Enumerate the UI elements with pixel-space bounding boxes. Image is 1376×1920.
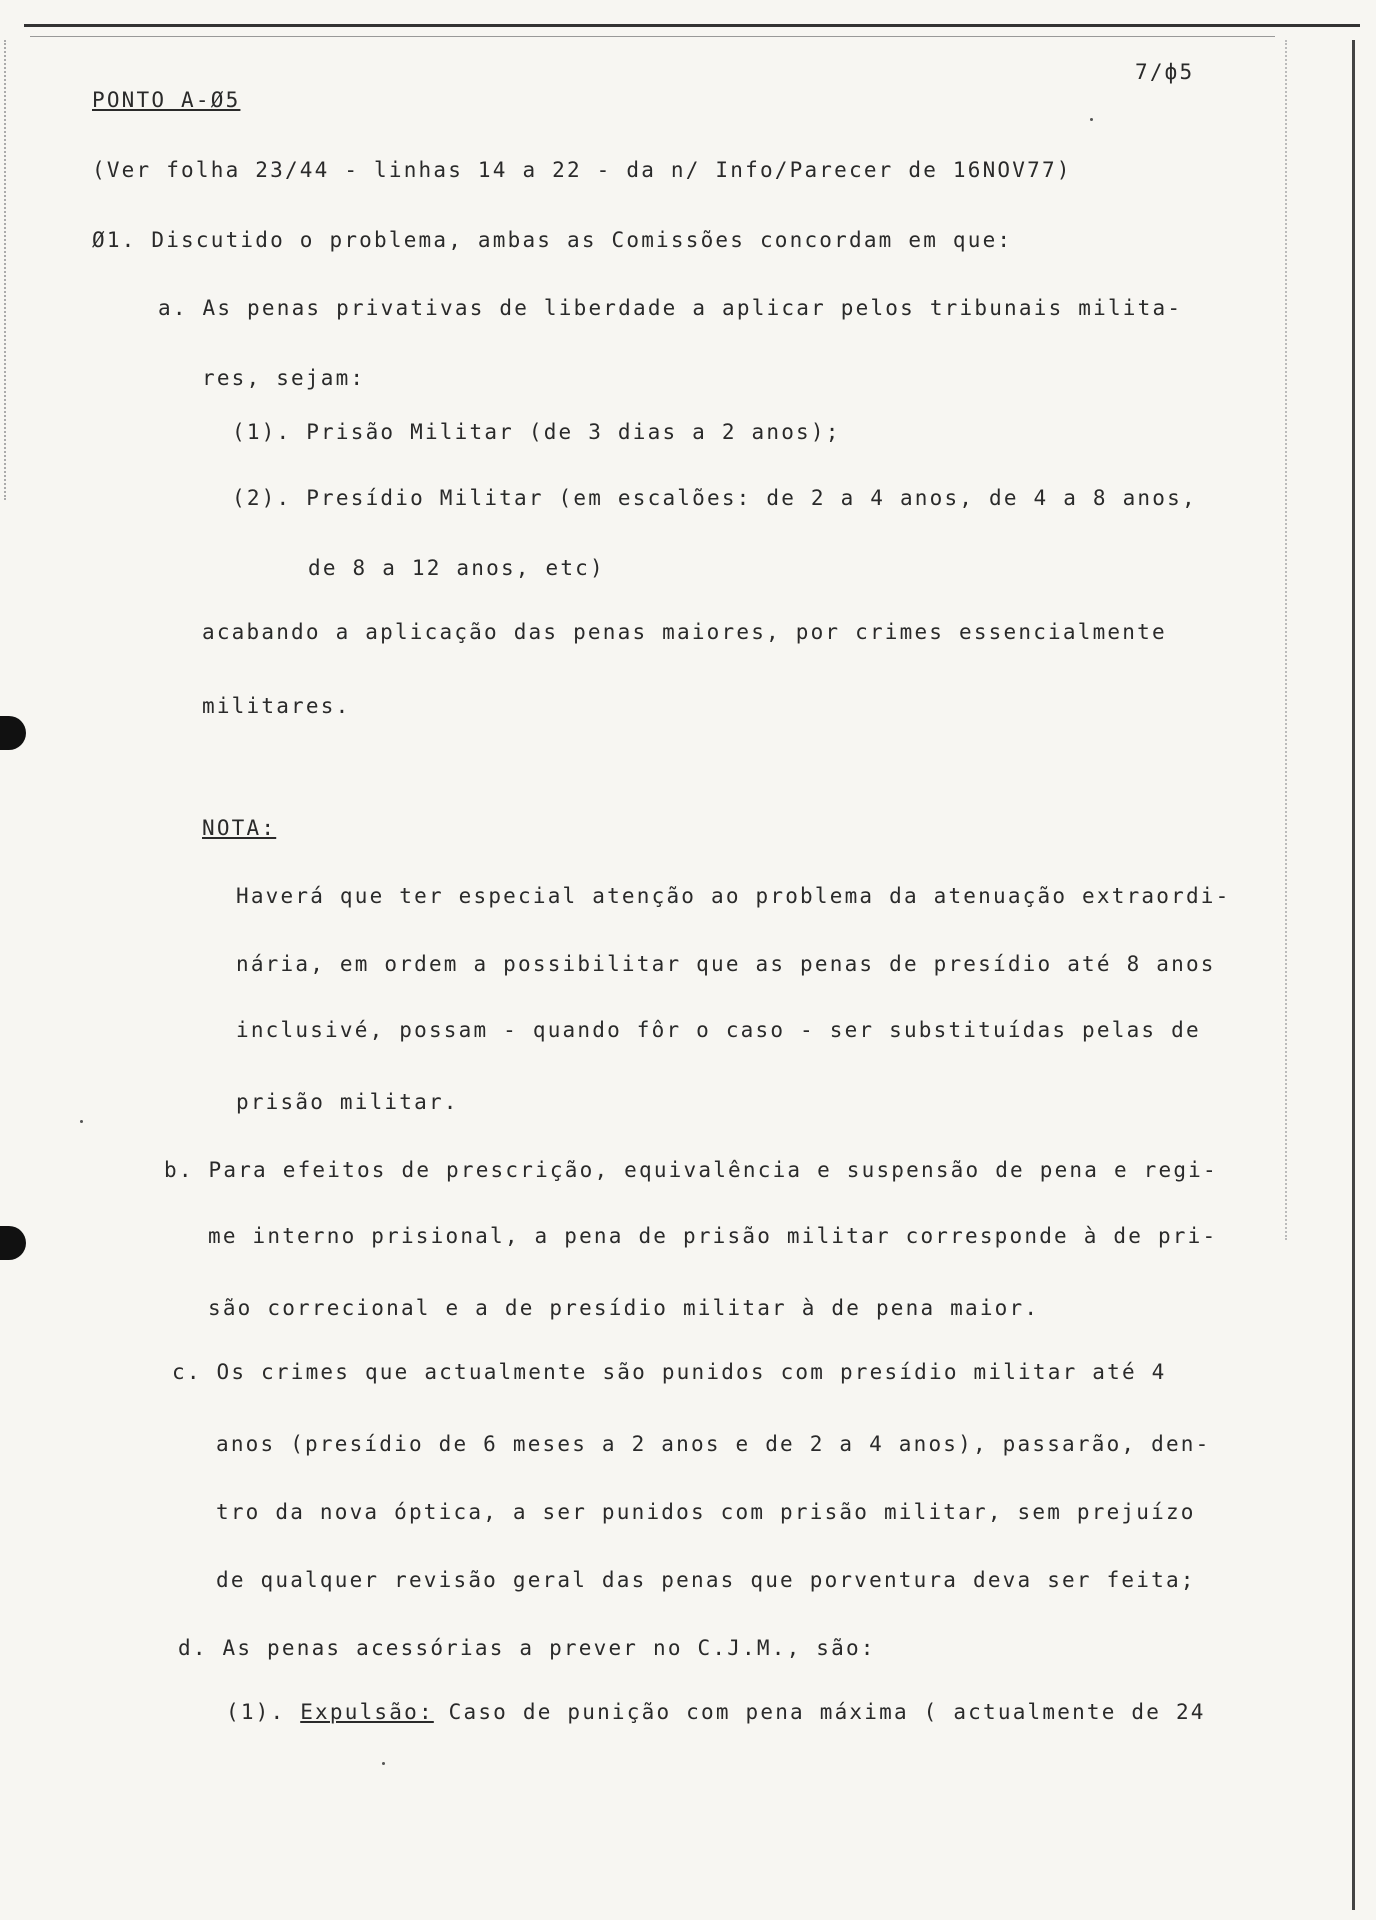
scan-speck — [1090, 118, 1093, 121]
item-a-line-1: a. As penas privativas de liberdade a aplicar pelos tribunais milita- — [158, 296, 1183, 320]
left-edge-rule — [4, 40, 8, 500]
item-c-line-1: c. Os crimes que actualmente são punidos com presídio militar até 4 — [172, 1360, 1167, 1384]
nota-label: NOTA: — [202, 816, 277, 840]
item-a-tail-line-1: acabando a aplicação das penas maiores, por crimes essencialmente — [202, 620, 1167, 644]
page-number: 7/ф5 — [1135, 60, 1195, 84]
item-b-line-3: são correcional e a de presídio militar à de pena maior. — [208, 1296, 1040, 1320]
page-border-inner — [30, 36, 1275, 37]
item-d-sub-1-number: (1). — [226, 1700, 286, 1724]
nota-line-1: Haverá que ter especial atenção ao problema da atenuação extraordi- — [236, 884, 1231, 908]
item-d-sub-1-text: Caso de punição com pena máxima ( actualmente de 24 — [448, 1700, 1206, 1724]
item-b-line-1: b. Para efeitos de prescrição, equivalência e suspensão de pena e regi- — [164, 1158, 1218, 1182]
item-c-line-3: tro da nova óptica, a ser punidos com prisão militar, sem prejuízo — [216, 1500, 1196, 1524]
item-d-line-1: d. As penas acessórias a prever no C.J.M., são: — [178, 1636, 876, 1660]
item-a-tail-line-2: militares. — [202, 694, 351, 718]
item-a-sub-2-line-2: de 8 a 12 anos, etc) — [308, 556, 605, 580]
item-a-sub-2-line-1: (2). Presídio Militar (em escalões: de 2 a 4 anos, de 4 a 8 anos, — [232, 486, 1197, 510]
scan-speck — [382, 1762, 385, 1765]
item-01: Ø1. Discutido o problema, ambas as Comissões concordam em que: — [92, 228, 1013, 252]
nota-line-4: prisão militar. — [236, 1090, 459, 1114]
item-d-sub-1-label: Expulsão: — [300, 1700, 434, 1724]
page-border-right — [1352, 40, 1355, 1910]
margin-dotted-rule — [1285, 40, 1289, 1240]
punch-hole-bottom — [0, 1226, 26, 1260]
item-c-line-2: anos (presídio de 6 meses a 2 anos e de 2 a 4 anos), passarão, den- — [216, 1432, 1211, 1456]
punch-hole-top — [0, 716, 26, 750]
item-b-line-2: me interno prisional, a pena de prisão militar corresponde à de pri- — [208, 1224, 1218, 1248]
item-a-line-2: res, sejam: — [202, 366, 366, 390]
scan-speck — [80, 1120, 83, 1123]
nota-line-2: nária, em ordem a possibilitar que as penas de presídio até 8 anos — [236, 952, 1216, 976]
reference-line: (Ver folha 23/44 - linhas 14 a 22 - da n/ Info/Parecer de 16NOV77) — [92, 158, 1072, 182]
item-a-sub-1: (1). Prisão Militar (de 3 dias a 2 anos); — [232, 420, 841, 444]
nota-line-3: inclusivé, possam - quando fôr o caso - ser substituídas pelas de — [236, 1018, 1201, 1042]
page-border-top — [24, 24, 1360, 27]
item-d-sub-1 — [226, 1700, 1206, 1724]
page-heading: PONTO A-Ø5 — [92, 88, 241, 112]
item-c-line-4: de qualquer revisão geral das penas que porventura deva ser feita; — [216, 1568, 1196, 1592]
